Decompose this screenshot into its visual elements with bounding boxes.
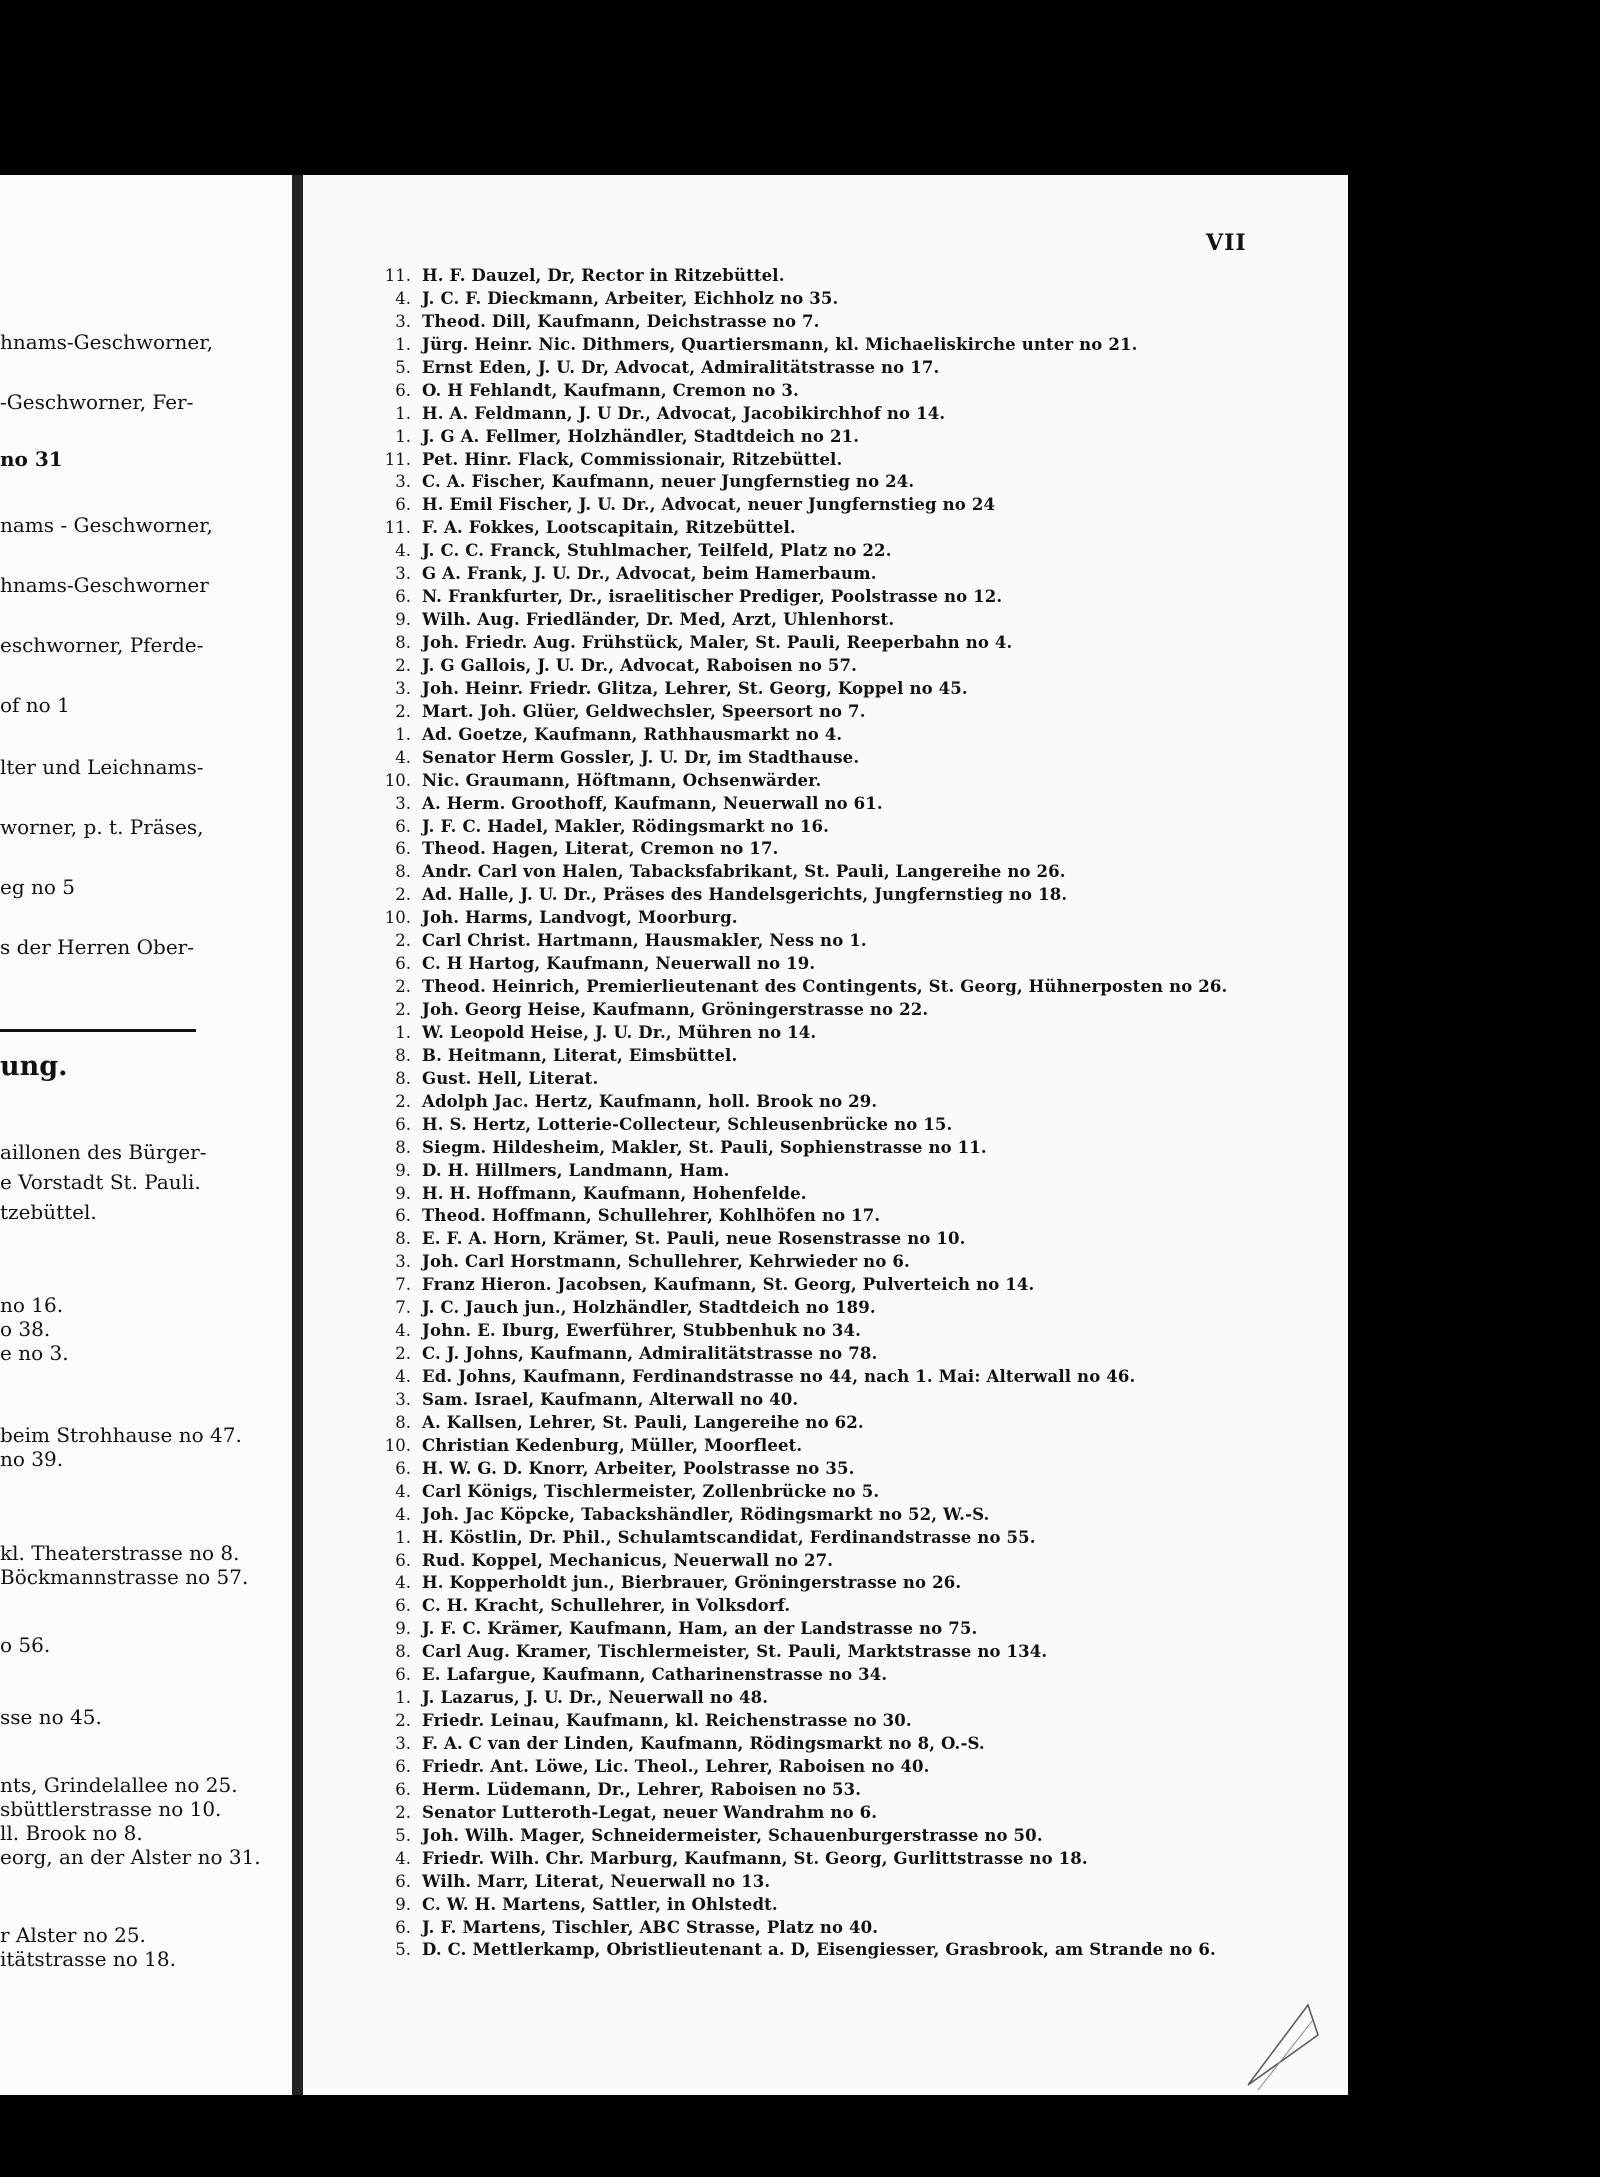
entry-text: A. Kallsen, Lehrer, St. Pauli, Langereihe no 62.	[422, 1412, 864, 1432]
entry-text: H. H. Hoffmann, Kaufmann, Hohenfelde.	[422, 1183, 807, 1203]
entry-text: Rud. Koppel, Mechanicus, Neuerwall no 27.	[422, 1550, 834, 1570]
list-item	[303, 632, 1283, 655]
entry-district-number: 2.	[395, 1802, 411, 1822]
entry-text: J. Lazarus, J. U. Dr., Neuerwall no 48.	[422, 1688, 769, 1708]
entry-district-number: 4.	[395, 747, 411, 767]
entry-text: J. G A. Fellmer, Holzhändler, Stadtdeich no 21.	[422, 426, 860, 446]
entry-text: Ad. Halle, J. U. Dr., Präses des Handelsgerichts, Jungfernstieg no 18.	[422, 885, 1068, 905]
left-page-line: hnams-Geschworner	[0, 573, 209, 597]
entry-text: Andr. Carl von Halen, Tabacksfabrikant, St. Pauli, Langereihe no 26.	[422, 862, 1066, 882]
entry-text: H. F. Dauzel, Dr, Rector in Ritzebüttel.	[422, 266, 785, 285]
section-divider	[0, 1029, 196, 1032]
entry-district-number: 9.	[395, 1619, 411, 1639]
entry-district-number: 4.	[395, 541, 411, 561]
left-page-line: lter und Leichnams-	[0, 755, 204, 779]
entry-district-number: 6.	[395, 1206, 411, 1226]
entry-district-number: 2.	[395, 655, 411, 675]
list-item	[303, 930, 1283, 953]
entry-text: C. H Hartog, Kaufmann, Neuerwall no 19.	[422, 954, 816, 974]
entry-text: Wilh. Aug. Friedländer, Dr. Med, Arzt, Uhlenhorst.	[422, 610, 895, 630]
list-item	[303, 1595, 1283, 1618]
list-item	[303, 1550, 1283, 1573]
entry-text: A. Herm. Groothoff, Kaufmann, Neuerwall no 61.	[422, 793, 883, 813]
list-item	[303, 403, 1283, 426]
entry-district-number: 5.	[395, 1940, 411, 1960]
entry-text: Carl Königs, Tischlermeister, Zollenbrücke no 5.	[422, 1481, 880, 1501]
entry-text: Theod. Heinrich, Premierlieutenant des Contingents, St. Georg, Hühnerposten no 26.	[422, 977, 1228, 997]
list-item	[303, 311, 1283, 334]
entry-district-number: 7.	[395, 1275, 411, 1295]
entry-district-number: 6.	[395, 1756, 411, 1776]
list-item	[303, 747, 1283, 770]
entry-text: H. S. Hertz, Lotterie-Collecteur, Schleusenbrücke no 15.	[422, 1114, 953, 1134]
list-item	[303, 517, 1283, 540]
list-item	[303, 907, 1283, 930]
entry-text: Herm. Lüdemann, Dr., Lehrer, Raboisen no 53.	[422, 1779, 862, 1799]
list-item	[303, 1091, 1283, 1114]
entry-text: Wilh. Marr, Literat, Neuerwall no 13.	[422, 1871, 771, 1891]
list-item	[303, 1756, 1283, 1779]
left-page-line: ung.	[0, 1051, 68, 1082]
entry-district-number: 8.	[395, 1068, 411, 1088]
list-item	[303, 793, 1283, 816]
entry-district-number: 4.	[395, 1321, 411, 1341]
entry-text: Joh. Georg Heise, Kaufmann, Gröningerstrasse no 22.	[422, 1000, 929, 1019]
left-page-line: no 31	[0, 447, 63, 471]
entry-text: J. C. C. Franck, Stuhlmacher, Teilfeld, Platz no 22.	[422, 541, 892, 561]
left-page-line: sbüttlerstrasse no 10.	[0, 1797, 222, 1821]
entry-district-number: 6.	[395, 380, 411, 400]
entry-district-number: 3.	[395, 1252, 411, 1272]
entry-text: D. H. Hillmers, Landmann, Ham.	[422, 1160, 730, 1180]
entry-district-number: 1.	[395, 426, 411, 446]
entry-district-number: 6.	[395, 1665, 411, 1685]
entry-district-number: 9.	[395, 1894, 411, 1914]
entry-district-number: 7.	[395, 1298, 411, 1318]
list-item	[303, 334, 1283, 357]
list-item	[303, 1137, 1283, 1160]
entry-text: Carl Christ. Hartmann, Hausmakler, Ness no 1.	[422, 931, 867, 951]
list-item	[303, 1389, 1283, 1412]
list-item	[303, 838, 1283, 861]
entry-district-number: 1.	[395, 334, 411, 354]
left-page-line: nams - Geschworner,	[0, 513, 213, 537]
list-item	[303, 1045, 1283, 1068]
entry-district-number: 1.	[395, 1527, 411, 1547]
entry-text: Joh. Harms, Landvogt, Moorburg.	[422, 908, 738, 928]
entry-text: Joh. Jac Köpcke, Tabackshändler, Rödingsmarkt no 52, W.-S.	[422, 1504, 990, 1524]
list-item	[303, 1320, 1283, 1343]
entry-district-number: 4.	[395, 288, 411, 308]
list-item	[303, 1160, 1283, 1183]
entry-district-number: 5.	[395, 1825, 411, 1845]
left-page-line: nts, Grindelallee no 25.	[0, 1773, 238, 1797]
list-item	[303, 1068, 1283, 1091]
entry-district-number: 8.	[395, 1642, 411, 1662]
entry-district-number: 6.	[395, 495, 411, 515]
entry-text: J. G Gallois, J. U. Dr., Advocat, Raboisen no 57.	[422, 655, 858, 675]
entry-text: H. Köstlin, Dr. Phil., Schulamtscandidat, Ferdinandstrasse no 55.	[422, 1527, 1036, 1547]
list-item	[303, 449, 1283, 472]
entry-text: Mart. Joh. Glüer, Geldwechsler, Speersort no 7.	[422, 701, 866, 721]
entry-district-number: 8.	[395, 862, 411, 882]
list-item	[303, 999, 1283, 1022]
entry-district-number: 8.	[395, 1045, 411, 1065]
entry-text: Friedr. Wilh. Chr. Marburg, Kaufmann, St. Georg, Gurlittstrasse no 18.	[422, 1848, 1088, 1868]
list-item	[303, 288, 1283, 311]
entry-district-number: 6.	[395, 587, 411, 607]
entry-district-number: 6.	[395, 816, 411, 836]
entry-text: F. A. Fokkes, Lootscapitain, Ritzebüttel.	[422, 518, 796, 538]
entry-text: Christian Kedenburg, Müller, Moorfleet.	[422, 1435, 803, 1455]
entry-district-number: 6.	[395, 1596, 411, 1616]
list-item	[303, 471, 1283, 494]
entry-text: Joh. Wilh. Mager, Schneidermeister, Schauenburgerstrasse no 50.	[422, 1825, 1043, 1845]
list-item	[303, 770, 1283, 793]
left-page-line: itätstrasse no 18.	[0, 1947, 176, 1971]
entry-text: O. H Fehlandt, Kaufmann, Cremon no 3.	[422, 380, 799, 400]
left-page-line: tzebüttel.	[0, 1200, 97, 1224]
left-page-line: r Alster no 25.	[0, 1923, 146, 1947]
left-page-line: o 56.	[0, 1633, 51, 1657]
list-item	[303, 357, 1283, 380]
entry-text: Senator Herm Gossler, J. U. Dr, im Stadthause.	[422, 747, 860, 767]
entry-district-number: 1.	[395, 403, 411, 423]
list-item	[303, 976, 1283, 999]
list-item	[303, 1274, 1283, 1297]
entry-district-number: 2.	[395, 1091, 411, 1111]
list-item	[303, 1412, 1283, 1435]
entry-text: J. C. Jauch jun., Holzhändler, Stadtdeich no 189.	[422, 1298, 876, 1318]
list-item	[303, 265, 1283, 288]
entry-text: J. F. C. Hadel, Makler, Rödingsmarkt no 16.	[422, 816, 829, 836]
entry-text: H. W. G. D. Knorr, Arbeiter, Poolstrasse no 35.	[422, 1458, 855, 1478]
entry-district-number: 3.	[395, 311, 411, 331]
entry-district-number: 4.	[395, 1573, 411, 1593]
current-page	[303, 175, 1348, 2095]
entry-district-number: 5.	[395, 357, 411, 377]
list-item	[303, 816, 1283, 839]
list-item	[303, 861, 1283, 884]
entry-district-number: 11.	[384, 518, 411, 538]
list-item	[303, 1779, 1283, 1802]
entry-district-number: 4.	[395, 1504, 411, 1524]
entry-text: Adolph Jac. Hertz, Kaufmann, holl. Brook no 29.	[422, 1091, 878, 1111]
entry-district-number: 6.	[395, 1458, 411, 1478]
entry-district-number: 2.	[395, 1344, 411, 1364]
left-page-line: sse no 45.	[0, 1705, 102, 1729]
entry-text: Friedr. Leinau, Kaufmann, kl. Reichenstrasse no 30.	[422, 1711, 912, 1731]
left-page-line: eschworner, Pferde-	[0, 633, 204, 657]
entry-district-number: 6.	[395, 954, 411, 974]
entry-district-number: 6.	[395, 1550, 411, 1570]
list-item	[303, 1366, 1283, 1389]
list-item	[303, 1183, 1283, 1206]
left-page-line: Böckmannstrasse no 57.	[0, 1565, 249, 1589]
entry-district-number: 3.	[395, 678, 411, 698]
entry-text: Friedr. Ant. Löwe, Lic. Theol., Lehrer, Raboisen no 40.	[422, 1756, 930, 1776]
entry-text: G A. Frank, J. U. Dr., Advocat, beim Hamerbaum.	[422, 564, 877, 584]
entry-text: Theod. Hagen, Literat, Cremon no 17.	[422, 839, 779, 859]
entry-text: Senator Lutteroth-Legat, neuer Wandrahm no 6.	[422, 1802, 878, 1822]
entry-text: E. F. A. Horn, Krämer, St. Pauli, neue Rosenstrasse no 10.	[422, 1229, 966, 1249]
entry-text: E. Lafargue, Kaufmann, Catharinenstrasse no 34.	[422, 1665, 888, 1685]
entry-district-number: 8.	[395, 1229, 411, 1249]
entry-text: J. F. Martens, Tischler, ABC Strasse, Platz no 40.	[422, 1917, 879, 1937]
entry-text: Gust. Hell, Literat.	[422, 1068, 599, 1088]
entry-district-number: 3.	[395, 564, 411, 584]
entry-text: Joh. Heinr. Friedr. Glitza, Lehrer, St. Georg, Koppel no 45.	[422, 678, 968, 698]
list-item	[303, 494, 1283, 517]
list-item	[303, 1802, 1283, 1825]
entry-district-number: 8.	[395, 1412, 411, 1432]
left-page-line: s der Herren Ober-	[0, 935, 195, 959]
left-page-line: no 39.	[0, 1447, 64, 1471]
entry-text: D. C. Mettlerkamp, Obristlieutenant a. D, Eisengiesser, Grasbrook, am Strande no 6.	[422, 1940, 1216, 1960]
entry-district-number: 2.	[395, 1711, 411, 1731]
left-page-line: of no 1	[0, 693, 70, 717]
list-item	[303, 609, 1283, 632]
book-gutter	[292, 175, 303, 2095]
entry-text: N. Frankfurter, Dr., israelitischer Prediger, Poolstrasse no 12.	[422, 587, 1003, 607]
entry-text: H. Emil Fischer, J. U. Dr., Advocat, neuer Jungfernstieg no 24	[422, 495, 996, 515]
entry-district-number: 9.	[395, 610, 411, 630]
entry-district-number: 4.	[395, 1367, 411, 1386]
entry-text: F. A. C van der Linden, Kaufmann, Rödingsmarkt no 8, O.-S.	[422, 1734, 985, 1753]
entry-district-number: 1.	[395, 1022, 411, 1042]
list-item	[303, 563, 1283, 586]
entry-text: C. W. H. Martens, Sattler, in Ohlstedt.	[422, 1894, 778, 1914]
entry-district-number: 3.	[395, 472, 411, 492]
entry-district-number: 4.	[395, 1848, 411, 1868]
entry-text: Pet. Hinr. Flack, Commissionair, Ritzebüttel.	[422, 449, 843, 469]
entry-text: C. H. Kracht, Schullehrer, in Volksdorf.	[422, 1596, 791, 1616]
entry-district-number: 6.	[395, 1917, 411, 1937]
entry-district-number: 9.	[395, 1160, 411, 1180]
list-item	[303, 1939, 1283, 1962]
entry-district-number: 3.	[395, 1389, 411, 1409]
entry-text: Siegm. Hildesheim, Makler, St. Pauli, Sophienstrasse no 11.	[422, 1137, 987, 1157]
list-item	[303, 884, 1283, 907]
entry-text: H. A. Feldmann, J. U Dr., Advocat, Jacobikirchhof no 14.	[422, 403, 946, 423]
entry-district-number: 2.	[395, 977, 411, 997]
list-item	[303, 701, 1283, 724]
left-page-line: worner, p. t. Präses,	[0, 815, 204, 839]
entry-text: Joh. Friedr. Aug. Frühstück, Maler, St. Pauli, Reeperbahn no 4.	[422, 633, 1013, 652]
list-item	[303, 1481, 1283, 1504]
list-item	[303, 1641, 1283, 1664]
left-page-line: e no 3.	[0, 1341, 69, 1365]
left-page-line: e Vorstadt St. Pauli.	[0, 1170, 201, 1194]
entry-text: Jürg. Heinr. Nic. Dithmers, Quartiersmann, kl. Michaeliskirche unter no 21.	[422, 334, 1138, 354]
left-page-line: -Geschworner, Fer-	[0, 390, 194, 414]
entry-district-number: 2.	[395, 931, 411, 951]
entry-text: H. Kopperholdt jun., Bierbrauer, Gröningerstrasse no 26.	[422, 1573, 962, 1593]
left-page-line: no 16.	[0, 1293, 64, 1317]
entry-district-number: 1.	[395, 724, 411, 744]
entry-district-number: 10.	[384, 770, 411, 790]
entry-text: J. F. C. Krämer, Kaufmann, Ham, an der Landstrasse no 75.	[422, 1619, 978, 1639]
list-item	[303, 953, 1283, 976]
entry-text: Carl Aug. Kramer, Tischlermeister, St. Pauli, Marktstrasse no 134.	[422, 1642, 1048, 1662]
list-item	[303, 1297, 1283, 1320]
entry-text: J. C. F. Dieckmann, Arbeiter, Eichholz no 35.	[422, 288, 839, 308]
list-item	[303, 1435, 1283, 1458]
left-page-line: hnams-Geschworner,	[0, 330, 213, 354]
entry-district-number: 3.	[395, 793, 411, 813]
entry-district-number: 10.	[384, 908, 411, 928]
list-item	[303, 1825, 1283, 1848]
entry-district-number: 11.	[384, 449, 411, 469]
entry-text: Joh. Carl Horstmann, Schullehrer, Kehrwieder no 6.	[422, 1252, 910, 1272]
list-item	[303, 1228, 1283, 1251]
list-item	[303, 1458, 1283, 1481]
left-page-line: eorg, an der Alster no 31.	[0, 1845, 261, 1869]
list-item	[303, 1917, 1283, 1940]
entry-district-number: 9.	[395, 1183, 411, 1203]
page-number: VII	[1206, 230, 1247, 256]
list-item	[303, 1022, 1283, 1045]
list-item	[303, 1871, 1283, 1894]
entry-text: Franz Hieron. Jacobsen, Kaufmann, St. Georg, Pulverteich no 14.	[422, 1275, 1035, 1295]
entry-district-number: 2.	[395, 701, 411, 721]
entry-district-number: 3.	[395, 1734, 411, 1753]
entry-district-number: 2.	[395, 885, 411, 905]
list-item	[303, 1618, 1283, 1641]
list-item	[303, 1205, 1283, 1228]
list-item	[303, 586, 1283, 609]
entry-district-number: 2.	[395, 1000, 411, 1019]
left-page-line: beim Strohhause no 47.	[0, 1423, 242, 1447]
list-item	[303, 1687, 1283, 1710]
entry-text: Theod. Dill, Kaufmann, Deichstrasse no 7.	[422, 311, 820, 331]
list-item	[303, 1572, 1283, 1595]
entry-district-number: 6.	[395, 1871, 411, 1891]
list-item	[303, 1114, 1283, 1137]
list-item	[303, 655, 1283, 678]
list-item	[303, 1848, 1283, 1871]
list-item	[303, 1343, 1283, 1366]
entry-text: Theod. Hoffmann, Schullehrer, Kohlhöfen no 17.	[422, 1206, 881, 1226]
entry-district-number: 6.	[395, 1779, 411, 1799]
entry-text: W. Leopold Heise, J. U. Dr., Mühren no 14.	[422, 1022, 817, 1042]
list-item	[303, 1251, 1283, 1274]
list-item	[303, 540, 1283, 563]
page-curl	[1238, 1985, 1328, 2095]
entry-district-number: 8.	[395, 633, 411, 652]
list-item	[303, 1527, 1283, 1550]
entry-text: B. Heitmann, Literat, Eimsbüttel.	[422, 1045, 738, 1065]
entry-district-number: 6.	[395, 839, 411, 859]
entry-district-number: 1.	[395, 1688, 411, 1708]
entry-text: John. E. Iburg, Ewerführer, Stubbenhuk no 34.	[422, 1321, 862, 1341]
entry-district-number: 4.	[395, 1481, 411, 1501]
entry-text: Ernst Eden, J. U. Dr, Advocat, Admiralitätstrasse no 17.	[422, 357, 940, 377]
list-item	[303, 1710, 1283, 1733]
list-item	[303, 1733, 1283, 1756]
list-item	[303, 426, 1283, 449]
entry-district-number: 8.	[395, 1137, 411, 1157]
entry-text: Nic. Graumann, Höftmann, Ochsenwärder.	[422, 770, 822, 790]
left-page-line: eg no 5	[0, 875, 75, 899]
entry-district-number: 11.	[384, 266, 411, 285]
entry-text: Ad. Goetze, Kaufmann, Rathhausmarkt no 4.	[422, 724, 843, 744]
entry-district-number: 10.	[384, 1435, 411, 1455]
entry-text: Sam. Israel, Kaufmann, Alterwall no 40.	[422, 1389, 799, 1409]
entry-text: C. A. Fischer, Kaufmann, neuer Jungfernstieg no 24.	[422, 472, 915, 492]
list-item	[303, 380, 1283, 403]
list-item	[303, 678, 1283, 701]
list-item	[303, 1664, 1283, 1687]
left-page-line: aillonen des Bürger-	[0, 1140, 207, 1164]
list-item	[303, 1504, 1283, 1527]
left-page-line: kl. Theaterstrasse no 8.	[0, 1541, 240, 1565]
entry-text: C. J. Johns, Kaufmann, Admiralitätstrasse no 78.	[422, 1344, 878, 1364]
entry-text: Ed. Johns, Kaufmann, Ferdinandstrasse no 44, nach 1. Mai: Alterwall no 46.	[422, 1367, 1136, 1386]
list-item	[303, 1894, 1283, 1917]
entry-district-number: 6.	[395, 1114, 411, 1134]
list-item	[303, 724, 1283, 747]
member-list	[303, 265, 1283, 1962]
left-page-line: ll. Brook no 8.	[0, 1821, 143, 1845]
previous-page	[0, 175, 292, 2095]
left-page-line: o 38.	[0, 1317, 51, 1341]
